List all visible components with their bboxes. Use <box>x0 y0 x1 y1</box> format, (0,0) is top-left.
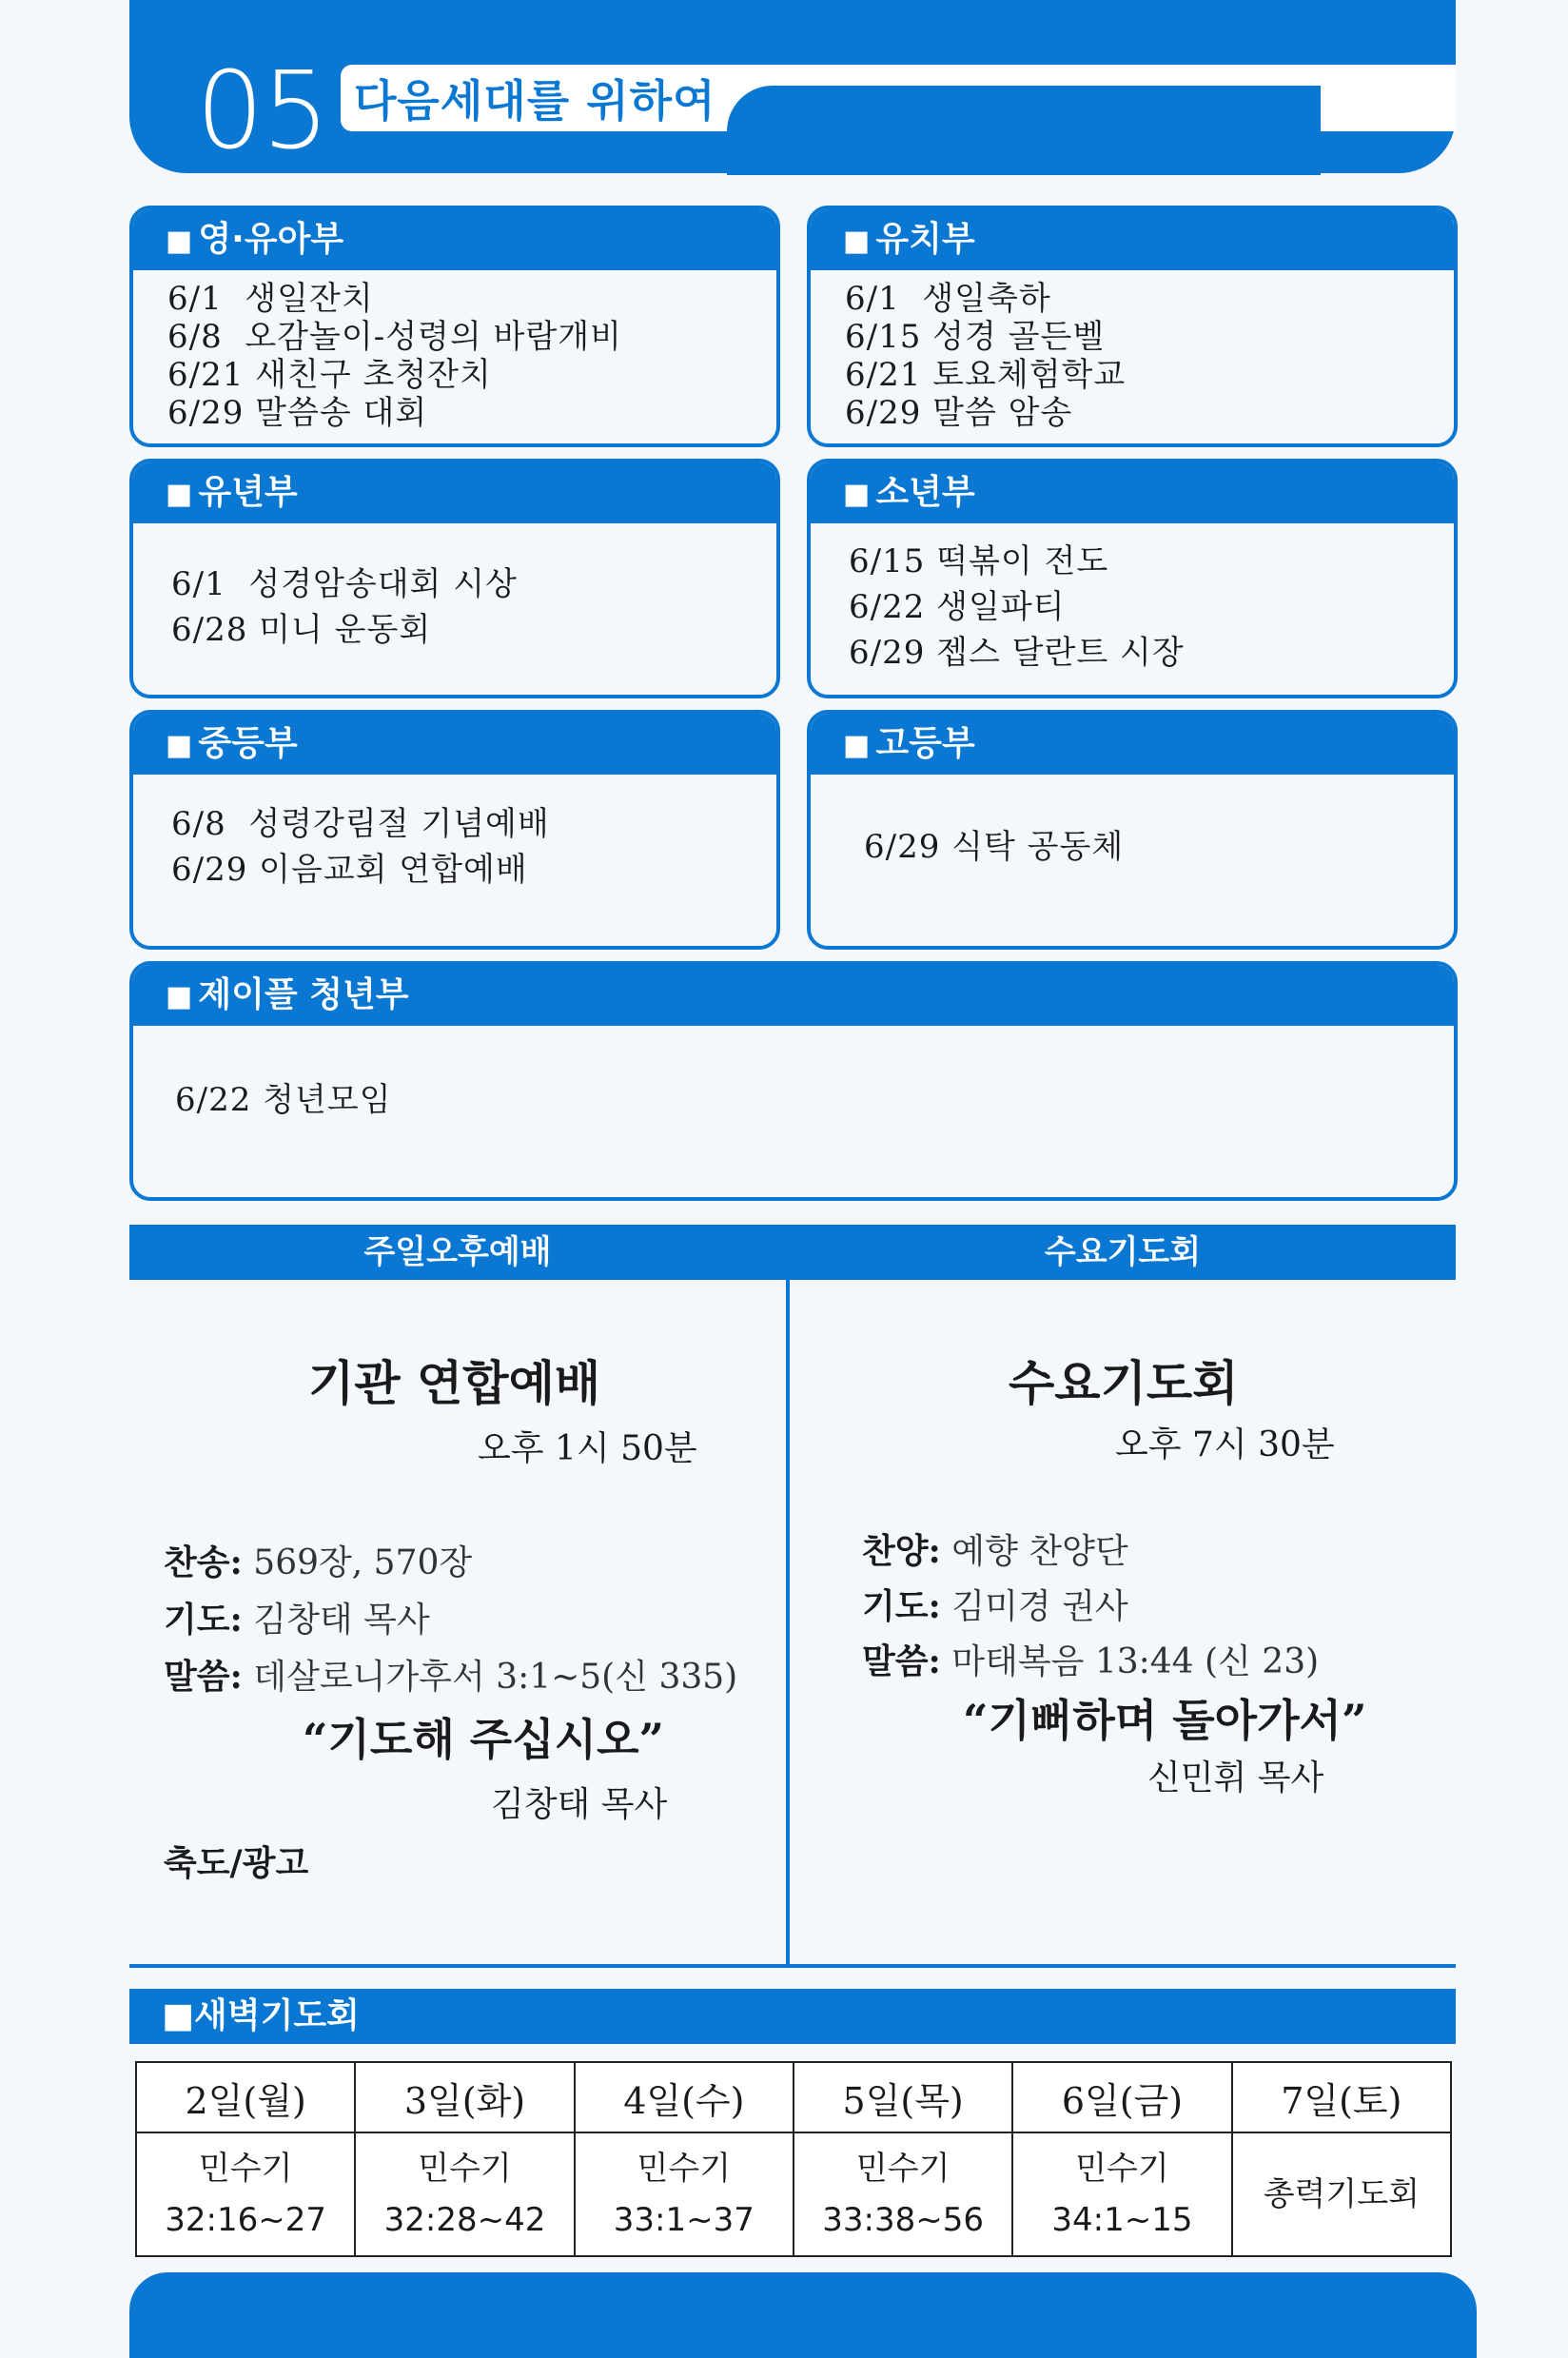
dept-box-young-adults <box>129 961 1458 1201</box>
dept-event: 6/22 생일파티 <box>849 588 1066 626</box>
dept-event: 6/29 말씀 암송 <box>845 394 1073 432</box>
dept-event: 6/1 생일잔치 <box>167 280 374 318</box>
square-bullet-icon: ■ <box>843 478 871 511</box>
dept-event: 6/8 성령강림절 기념예배 <box>171 805 550 843</box>
day-cell: 3일(화) <box>355 2062 574 2132</box>
scripture-cell: 민수기 33:1~37 <box>575 2132 794 2256</box>
square-bullet-icon: ■ <box>843 225 871 258</box>
dept-event: 6/15 떡볶이 전도 <box>849 542 1109 580</box>
wednesday-title: 수요기도회 <box>1009 1355 1239 1411</box>
dept-name: 고등부 <box>875 724 975 763</box>
sunday-hymn: 찬송: 569장, 570장 <box>164 1543 473 1582</box>
dept-event: 6/28 미니 운동회 <box>171 611 432 649</box>
sunday-sermon: 말씀: 데살로니가후서 3:1~5(신 335) <box>164 1657 738 1697</box>
dept-event: 6/1 생일축하 <box>845 280 1051 318</box>
dept-box-kindergarten <box>807 206 1458 447</box>
header-notch <box>727 86 1321 175</box>
scripture-cell: 총력기도회 <box>1232 2132 1451 2256</box>
square-bullet-icon: ■ <box>166 729 193 762</box>
dept-name: 유년부 <box>198 473 298 512</box>
footer-bar <box>129 2272 1477 2358</box>
dept-event: 6/8 오감놀이-성령의 바람개비 <box>167 318 622 356</box>
wednesday-sermon: 말씀: 마태복음 13:44 (신 23) <box>862 1641 1320 1681</box>
day-cell: 6일(금) <box>1012 2062 1231 2132</box>
scripture-cell: 민수기 33:38~56 <box>794 2132 1012 2256</box>
sunday-service-bar: 주일오후예배 <box>129 1225 786 1280</box>
day-cell: 7일(토) <box>1232 2062 1451 2132</box>
wednesday-preacher: 신민휘 목사 <box>1147 1759 1324 1798</box>
dept-box-elementary-senior <box>807 459 1458 698</box>
dept-event: 6/21 새친구 초청잔치 <box>167 356 492 394</box>
day-cell: 2일(월) <box>136 2062 355 2132</box>
wednesday-prayer: 기도: 김미경 권사 <box>862 1586 1128 1626</box>
dept-event: 6/21 토요체험학교 <box>845 356 1127 394</box>
wednesday-sermon-title: “기뻐하며 돌아가서” <box>963 1695 1367 1746</box>
square-bullet-icon: ■ <box>162 1996 195 2035</box>
wednesday-choir: 찬양: 예향 찬양단 <box>862 1531 1128 1571</box>
dept-event: 6/29 이음교회 연합예배 <box>171 851 528 889</box>
dept-event: 6/1 성경암송대회 시상 <box>171 565 518 603</box>
dept-name: 제이플 청년부 <box>198 975 409 1014</box>
sunday-title: 기관 연합예배 <box>308 1355 601 1411</box>
square-bullet-icon: ■ <box>166 980 193 1013</box>
table-row <box>136 2132 1451 2256</box>
dept-box-elementary-junior <box>129 459 780 698</box>
scripture-cell: 민수기 34:1~15 <box>1012 2132 1231 2256</box>
dept-event: 6/29 말씀송 대회 <box>167 394 428 432</box>
dawn-prayer-table <box>135 2061 1452 2257</box>
section-divider <box>129 1964 1456 1968</box>
sunday-sermon-title: “기도해 주십시오” <box>303 1714 664 1765</box>
dept-box-high-school <box>807 710 1458 950</box>
scripture-cell: 민수기 32:28~42 <box>355 2132 574 2256</box>
section-title: 다음세대를 위하여 <box>354 75 716 127</box>
dept-event: 6/29 식탁 공동체 <box>864 828 1125 866</box>
sunday-benediction: 축도/광고 <box>164 1843 309 1883</box>
section-number: 05 <box>196 49 328 173</box>
square-bullet-icon: ■ <box>166 225 193 258</box>
dept-box-middle-school <box>129 710 780 950</box>
scripture-cell: 민수기 32:16~27 <box>136 2132 355 2256</box>
dept-name: 유치부 <box>875 220 975 259</box>
dept-name: 중등부 <box>198 724 298 763</box>
dawn-prayer-title: 새벽기도회 <box>194 1996 360 2035</box>
dept-name: 영·유아부 <box>198 220 344 259</box>
dept-event: 6/29 젭스 달란트 시장 <box>849 634 1185 672</box>
dept-name: 소년부 <box>875 473 975 512</box>
day-cell: 4일(수) <box>575 2062 794 2132</box>
dawn-prayer-bar <box>129 1989 1456 2044</box>
day-cell: 5일(목) <box>794 2062 1012 2132</box>
dept-box-infant <box>129 206 780 447</box>
table-header-row <box>136 2062 1451 2132</box>
sunday-prayer: 기도: 김창태 목사 <box>164 1600 430 1640</box>
dept-event: 6/22 청년모임 <box>175 1081 392 1119</box>
wednesday-time: 오후 7시 30분 <box>1115 1425 1335 1464</box>
sunday-preacher: 김창태 목사 <box>491 1785 668 1824</box>
dept-event: 6/15 성경 골든벨 <box>845 318 1106 356</box>
column-divider <box>786 1225 790 1967</box>
wednesday-service-bar: 수요기도회 <box>790 1225 1456 1280</box>
square-bullet-icon: ■ <box>166 478 193 511</box>
square-bullet-icon: ■ <box>843 729 871 762</box>
sunday-time: 오후 1시 50분 <box>478 1429 697 1468</box>
